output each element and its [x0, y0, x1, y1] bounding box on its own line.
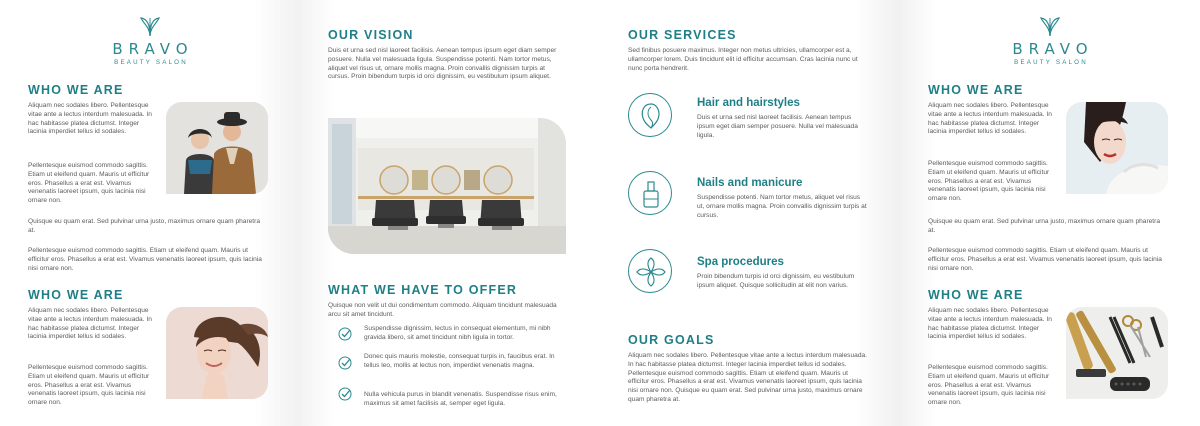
who-we-are-2-paragraph-2: Pellentesque euismod commodo sagittis. Etiam ut eleifend quam. Mauris ut efficitur eros. Phasellus a erat est. Vivamus venenatis laoreet ipsum, quis lacinia nisi ornare non.: [28, 364, 150, 407]
who-we-are-4-paragraph-2: Pellentesque euismod commodo sagittis. Etiam ut eleifend quam. Mauris ut efficitur eros. Phasellus a erat est. Vivamus venenatis laoreet ipsum, quis lacinia nisi ornare non.: [928, 364, 1050, 407]
checkmark-icon: [338, 356, 352, 370]
brand-tagline: BEAUTY SALON: [114, 59, 188, 66]
couple-photo: [166, 102, 268, 194]
nail-polish-icon: [628, 171, 672, 215]
panel-right: [900, 0, 1200, 426]
checkmark-icon: [338, 387, 352, 401]
checkmark-icon: [338, 327, 352, 341]
service-title-spa: Spa procedures: [697, 256, 784, 268]
brand-name-2: BRAVO: [1012, 40, 1094, 58]
who-we-are-heading: WHO WE ARE: [28, 83, 124, 97]
our-vision-text: Duis et urna sed nisl laoreet facilisis. Aenean tempus ipsum eget diam semper posuere. Nulla vel malesuada ligula. Suspendisse potenti. Nam tortor metus, aliquet vel risus ut, ornare mollis magna. Proin convallis dignissim turpis at cursus. Proin bibendum turpis id orci dignissim, eu vestibulum ipsum aliquet.: [328, 47, 557, 81]
who-we-are-heading-4: WHO WE ARE: [928, 288, 1024, 302]
woman-hair-photo: [166, 307, 268, 399]
offer-item-2: Donec quis mauris molestie, consequat turpis in, faucibus erat. In tellus leo, mollis at lectus non, imperdiet venenatis magna.: [364, 353, 555, 369]
offer-item-1: Suspendisse dignissim, lectus in consequat elementum, mi nibh gravida libero, sit amet tincidunt nibh ligula in tortor.: [364, 325, 551, 341]
who-we-are-paragraph-2: Pellentesque euismod commodo sagittis. Etiam ut eleifend quam. Mauris ut efficitur eros. Phasellus a erat est. Vivamus venenatis laoreet ipsum, quis lacinia nisi ornare non.: [28, 162, 150, 205]
our-goals-heading: OUR GOALS: [628, 333, 715, 347]
who-we-are-3-paragraph-3: Quisque eu quam erat. Sed pulvinar urna justo, maximus ornare quam pharetra at.: [928, 218, 1161, 234]
spa-flower-icon: [628, 249, 672, 293]
service-text-spa: Proin bibendum turpis id orci dignissim, eu vestibulum ipsum aliquet. Quisque sollicitudin at elit non varius.: [697, 273, 855, 289]
our-vision-heading: OUR VISION: [328, 28, 414, 42]
our-services-intro: Sed finibus posuere maximus. Integer non metus ultricies, ullamcorper est a, ullamcorper lorem. Duis tincidunt elit id efficitur accumsan. Cras lacinia nunc ut nunc porta hendrerit.: [628, 47, 858, 72]
who-we-are-paragraph-4: Pellentesque euismod commodo sagittis. Etiam ut eleifend quam. Mauris ut efficitur eros. Phasellus a erat est. Vivamus venenatis laoreet ipsum, quis lacinia nisi ornare non.: [28, 247, 262, 272]
panel-center-left: [300, 0, 600, 426]
brand-name: BRAVO: [112, 40, 194, 58]
hair-tools-photo: [1066, 307, 1168, 399]
brand-logo-block: [0, 14, 300, 66]
salon-interior-photo: [328, 118, 566, 254]
who-we-are-2-paragraph-1: Aliquam nec sodales libero. Pellentesque vitae ante a lectus interdum malesuada. In hac habitasse platea dictumst. Integer lacinia imperdiet tellus id sodales.: [28, 307, 152, 341]
who-we-are-3-paragraph-4: Pellentesque euismod commodo sagittis. Etiam ut eleifend quam. Mauris ut efficitur eros. Phasellus a erat est. Vivamus venenatis laoreet ipsum, quis lacinia nisi ornare non.: [928, 247, 1162, 272]
who-we-are-paragraph-1: Aliquam nec sodales libero. Pellentesque vitae ante a lectus interdum malesuada. In hac habitasse platea dictumst. Integer lacinia imperdiet tellus id sodales.: [28, 102, 152, 136]
panel-left: [0, 0, 300, 426]
panel-center-right: [600, 0, 900, 426]
who-we-are-paragraph-3: Quisque eu quam erat. Sed pulvinar urna justo, maximus ornare quam pharetra at.: [28, 218, 261, 234]
brand-logo-block-2: [900, 14, 1200, 66]
hair-icon: [628, 93, 672, 137]
service-text-nails: Suspendisse potenti. Nam tortor metus, aliquet vel risus ut, ornare mollis magna. Proin convallis dignissim turpis at cursus.: [697, 194, 867, 219]
our-services-heading: OUR SERVICES: [628, 28, 737, 42]
service-title-hair: Hair and hairstyles: [697, 97, 800, 109]
woman-fur-photo: [1066, 102, 1168, 194]
service-text-hair: Duis et urna sed nisl laoreet facilisis. Aenean tempus ipsum eget diam semper posuere. Nulla vel malesuada ligula.: [697, 114, 858, 139]
who-we-are-3-paragraph-2: Pellentesque euismod commodo sagittis. Etiam ut eleifend quam. Mauris ut efficitur eros. Phasellus a erat est. Vivamus venenatis laoreet ipsum, quis lacinia nisi ornare non.: [928, 160, 1050, 203]
what-we-offer-intro: Quisque non velit ut dui condimentum commodo. Aliquam tincidunt malesuada arcu sit amet tincidunt.: [328, 302, 557, 318]
leaf-logo-icon: [138, 14, 162, 38]
offer-item-3: Nulla vehicula purus in blandit venenatis. Suspendisse risus enim, maximus sit amet facilisis at, semper eget ligula.: [364, 391, 557, 407]
what-we-offer-heading: WHAT WE HAVE TO OFFER: [328, 283, 518, 297]
leaf-logo-icon: [1038, 14, 1062, 38]
our-goals-text: Aliquam nec sodales libero. Pellentesque vitae ante a lectus interdum malesuada. In hac habitasse platea dictumst. Integer lacinia imperdiet tellus id sodales. Pellentesque euismod commodo sagittis. Etiam ut eleifend quam. Mauris ut efficitur eros. Phasellus a erat est. Vivamus venenatis laoreet ipsum, quis lacinia nisi ornare non. Quisque eu quam erat. Sed pulvinar urna justo, maximus ornare quam pharetra at.: [628, 352, 867, 403]
who-we-are-3-paragraph-1: Aliquam nec sodales libero. Pellentesque vitae ante a lectus interdum malesuada. In hac habitasse platea dictumst. Integer lacinia imperdiet tellus id sodales.: [928, 102, 1052, 136]
brand-tagline-2: BEAUTY SALON: [1014, 59, 1088, 66]
who-we-are-4-paragraph-1: Aliquam nec sodales libero. Pellentesque vitae ante a lectus interdum malesuada. In hac habitasse platea dictumst. Integer lacinia imperdiet tellus id sodales.: [928, 307, 1052, 341]
service-title-nails: Nails and manicure: [697, 177, 803, 189]
who-we-are-heading-3: WHO WE ARE: [928, 83, 1024, 97]
who-we-are-heading-2: WHO WE ARE: [28, 288, 124, 302]
